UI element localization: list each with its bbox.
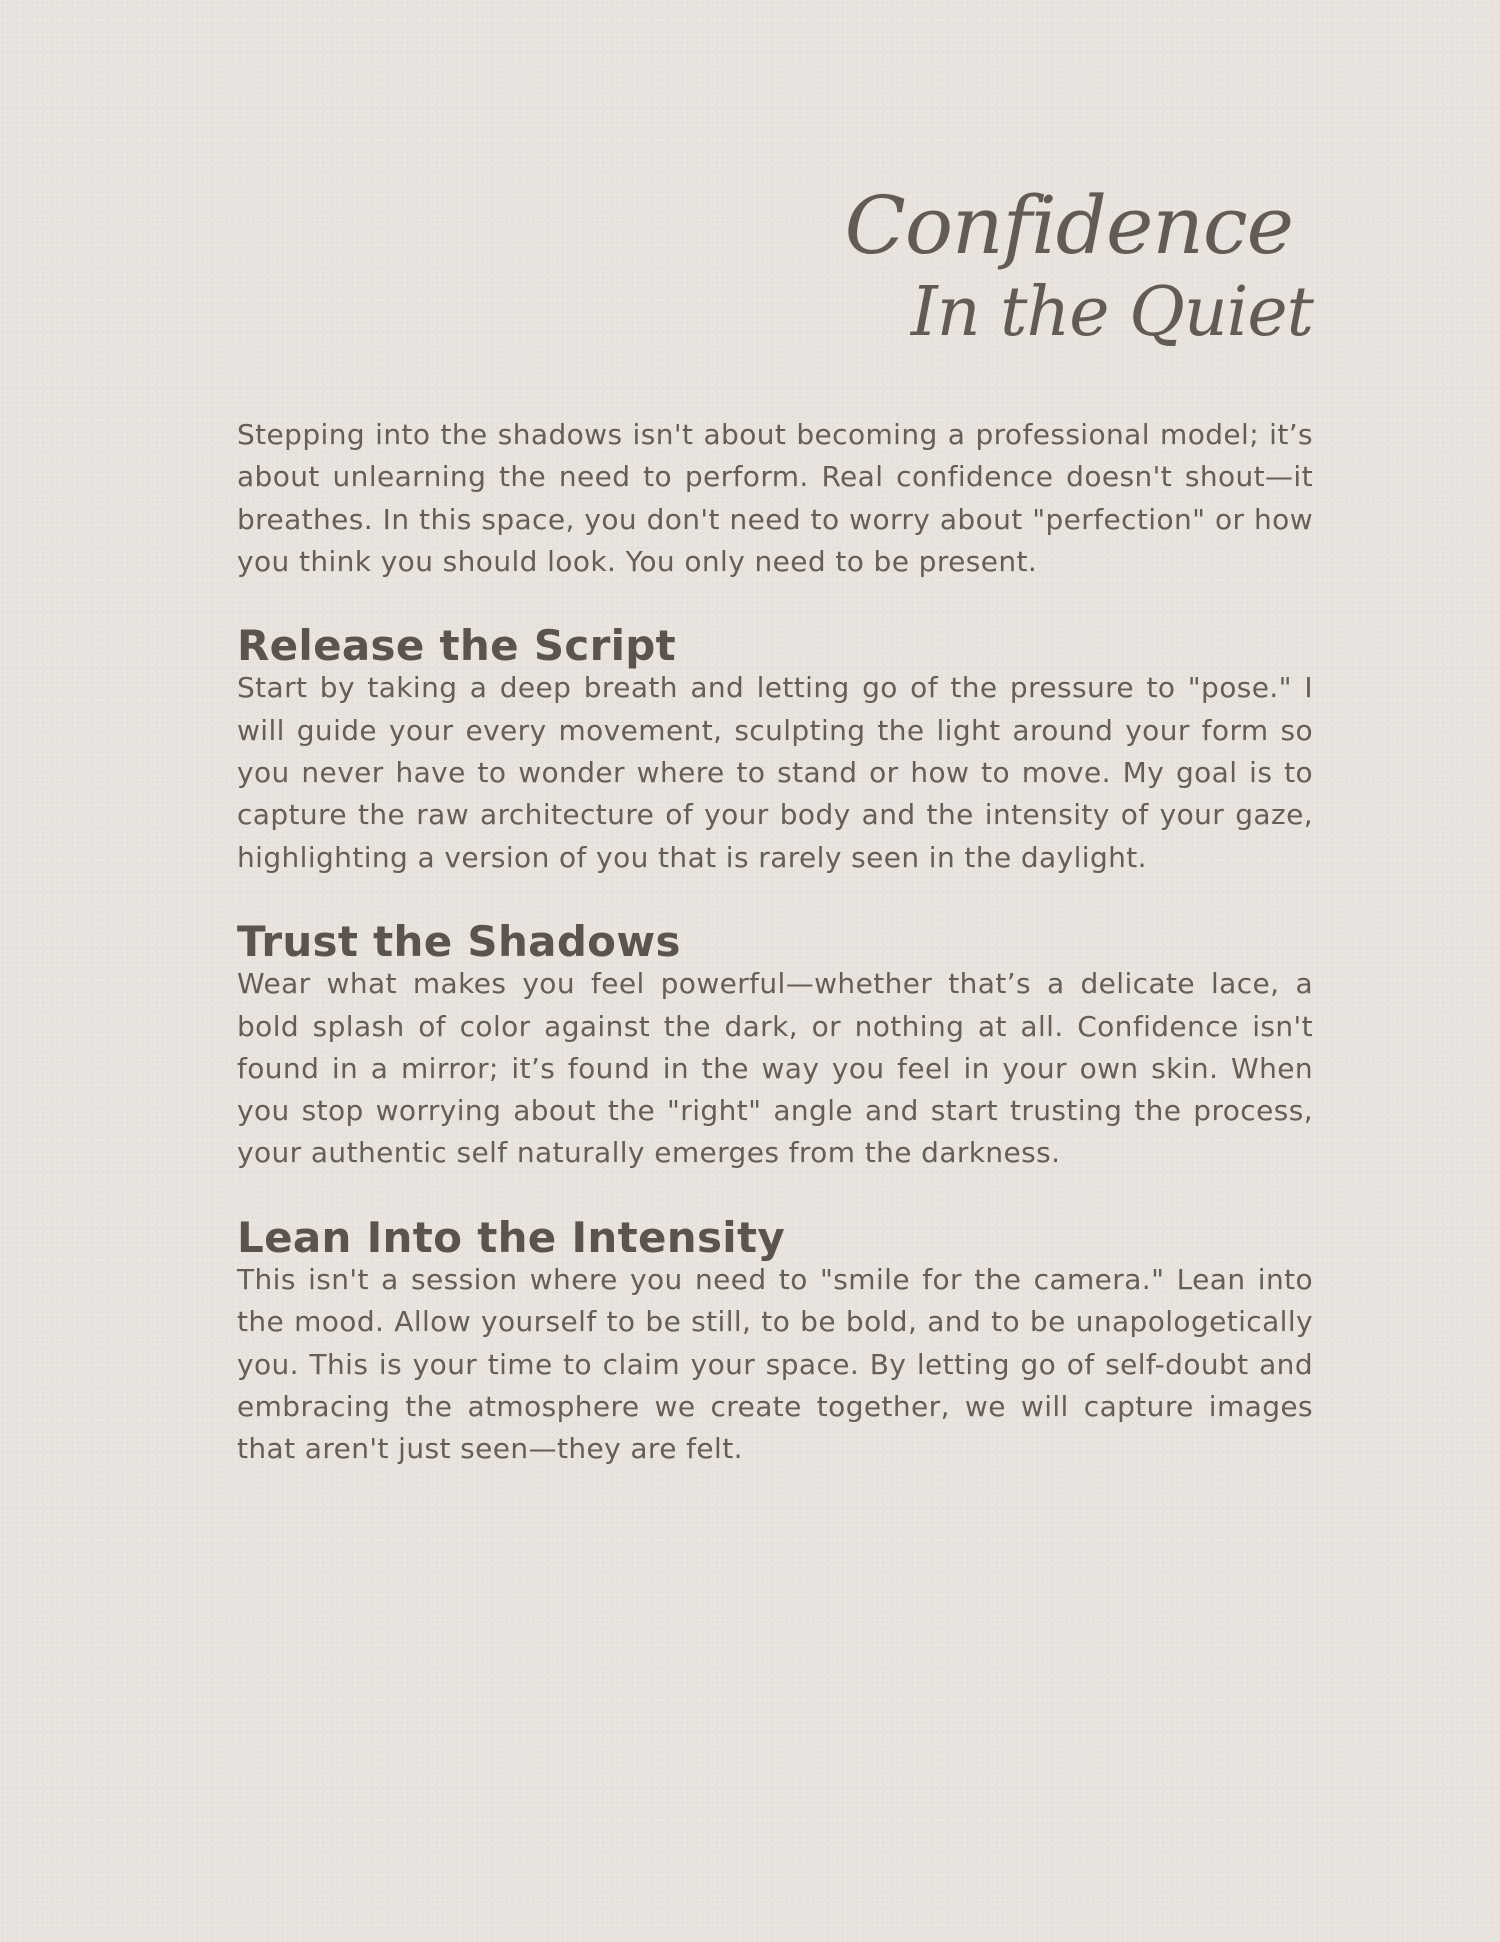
section-heading: Release the Script xyxy=(237,621,677,671)
section-body: Start by taking a deep breath and letting go of the pressure to "pose." I will guide your every movement, sculpting the light around your form so you never have to wonder where to stand or how to move. My goal is to capture the raw architecture of your body and the intensity of your gaze, highlighting a version of you that is rarely seen in the daylight. xyxy=(237,671,1313,874)
title-line-in-the-quiet: In the Quiet xyxy=(910,273,1313,352)
section-trust-the-shadows xyxy=(237,916,1313,1175)
section-release-the-script xyxy=(237,621,1313,879)
section-body: This isn't a session where you need to "smile for the camera." Lean into the mood. Allow yourself to be still, to be bold, and to be unapologetically you. This is your time to claim your space. By letting go of self-doubt and embracing the atmosphere we create together, we will capture images that aren't just seen—they are felt. xyxy=(237,1263,1313,1466)
section-lean-into-the-intensity xyxy=(237,1212,1313,1471)
body-content xyxy=(237,414,1313,1471)
section-heading: Trust the Shadows xyxy=(237,916,681,966)
intro-paragraph: Stepping into the shadows isn't about becoming a professional model; it’s about unlearning the need to perform. Real confidence doesn't shout—it breathes. In this space, you don't need to worry about "perfection" or how you think you should look. You only need to be present. xyxy=(237,418,1313,578)
section-body: Wear what makes you feel powerful—whether that’s a delicate lace, a bold splash of color against the dark, or nothing at all. Confidence isn't found in a mirror; it’s found in the way you feel in your own skin. When you stop worrying about the "right" angle and start trusting the process, your authentic self naturally emerges from the darkness. xyxy=(237,967,1313,1170)
section-heading: Lean Into the Intensity xyxy=(237,1212,786,1262)
title-line-confidence: Confidence xyxy=(844,179,1293,272)
page-title xyxy=(845,178,1313,352)
